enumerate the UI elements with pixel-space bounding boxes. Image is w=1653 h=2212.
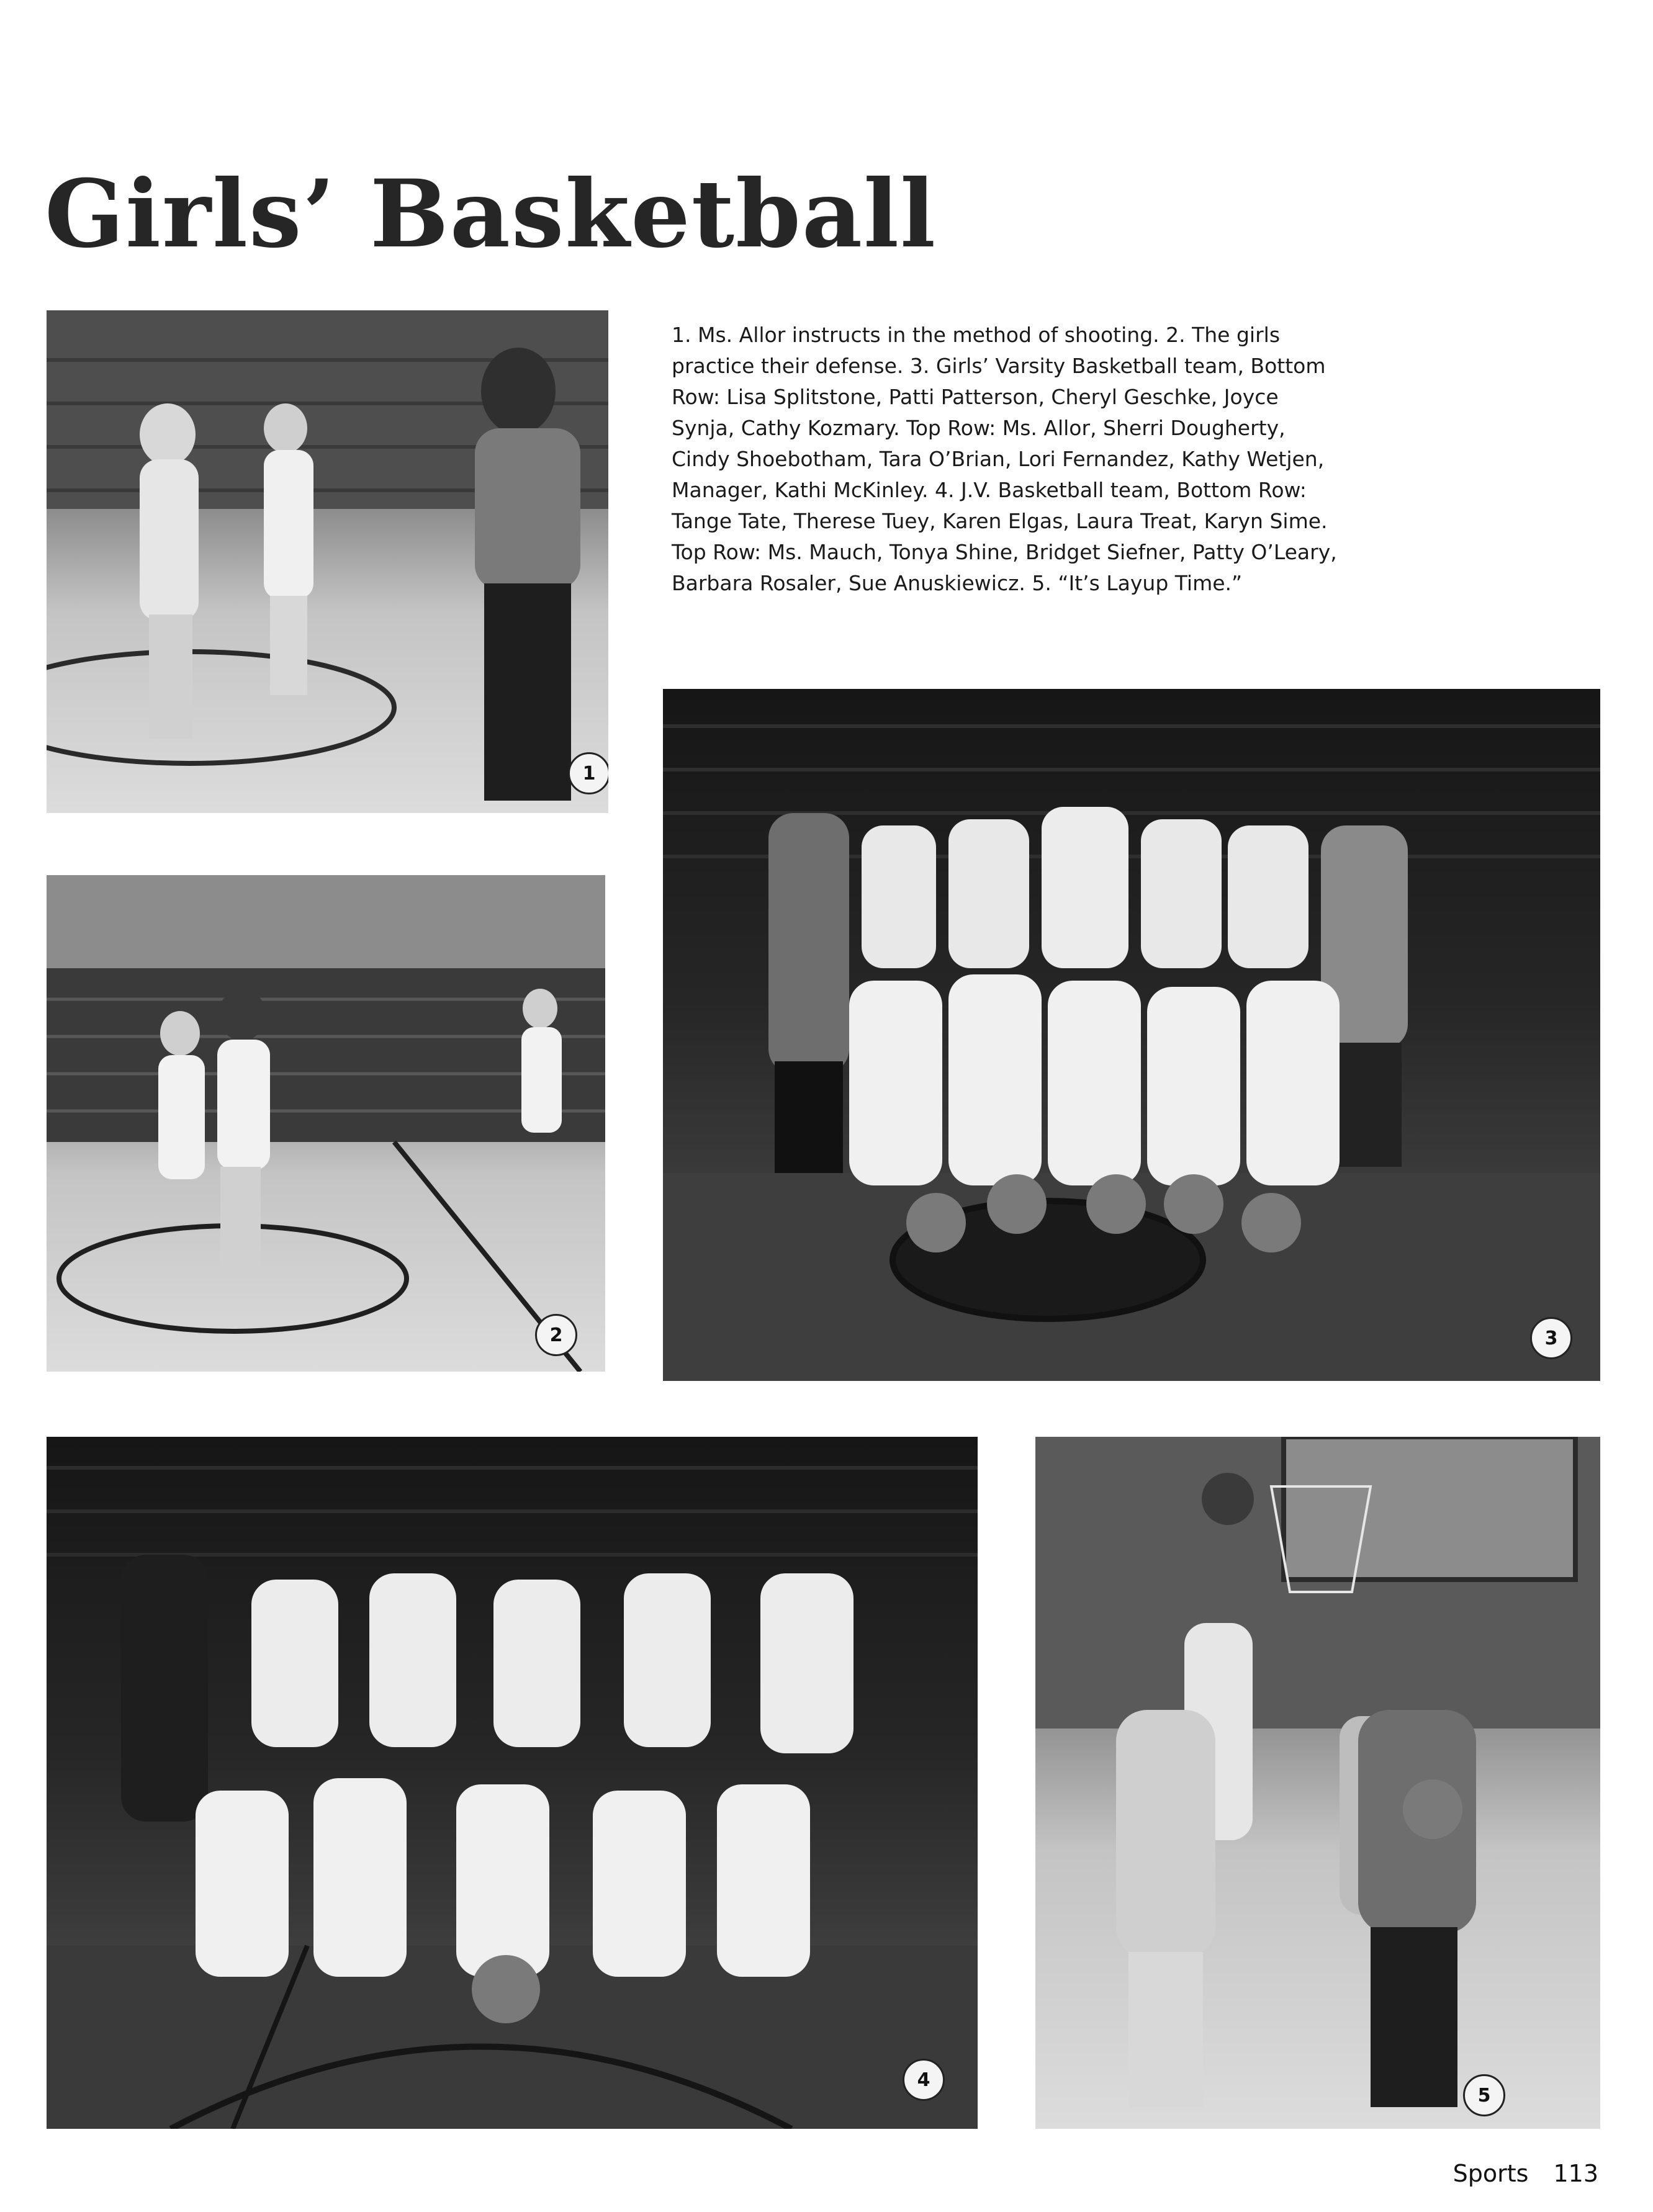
photo-4-jv-team <box>47 1437 978 2129</box>
photo-4-badge: 4 <box>903 2059 945 2101</box>
page-title: Girls’ Basketball <box>45 160 937 269</box>
photo-2-badge: 2 <box>535 1314 577 1356</box>
photo-3-badge: 3 <box>1530 1317 1572 1359</box>
photo-2-scene <box>47 875 605 1372</box>
photo-2-defense-practice <box>47 875 605 1372</box>
photo-caption: 1. Ms. Allor instructs in the method of shooting. 2. The girls practice their defense. 3. Girls’ Varsity Basketball team, Bottom Row: Lisa Splitstone, Patti Patterson, Cheryl Geschke, Joyce Synja, Cathy Kozmary. Top Row: Ms. Allor, Sherri Dougherty, Cindy Shoebotham, Tara O’Brian, Lori Fernandez, Kathy Wetjen, Manager, Kathi McKinley. 4. J.V. Basketball team, Bottom Row: Tange Tate, Therese Tuey, Karen Elgas, Laura Treat, Karyn Sime. Top Row: Ms. Mauch, Tonya Shine, Bridget Siefner, Patty O’Leary, Barbara Rosaler, Sue Anuskiewicz. 5. “It’s Layup Time.” <box>672 323 1337 595</box>
photo-5-badge: 5 <box>1463 2074 1505 2116</box>
photo-3-varsity-team <box>663 689 1600 1381</box>
page-footer <box>1453 2160 1598 2187</box>
page-number: 113 <box>1553 2160 1598 2187</box>
photo-5-scene <box>1035 1437 1600 2129</box>
photo-1-badge: 1 <box>568 752 608 794</box>
photo-5-layup-time <box>1035 1437 1600 2129</box>
photo-1-coach-instruction <box>47 310 608 813</box>
section-label: Sports <box>1453 2160 1529 2187</box>
photo-3-scene <box>663 689 1600 1381</box>
photo-4-scene <box>47 1437 978 2129</box>
photo-1-scene <box>47 310 608 813</box>
